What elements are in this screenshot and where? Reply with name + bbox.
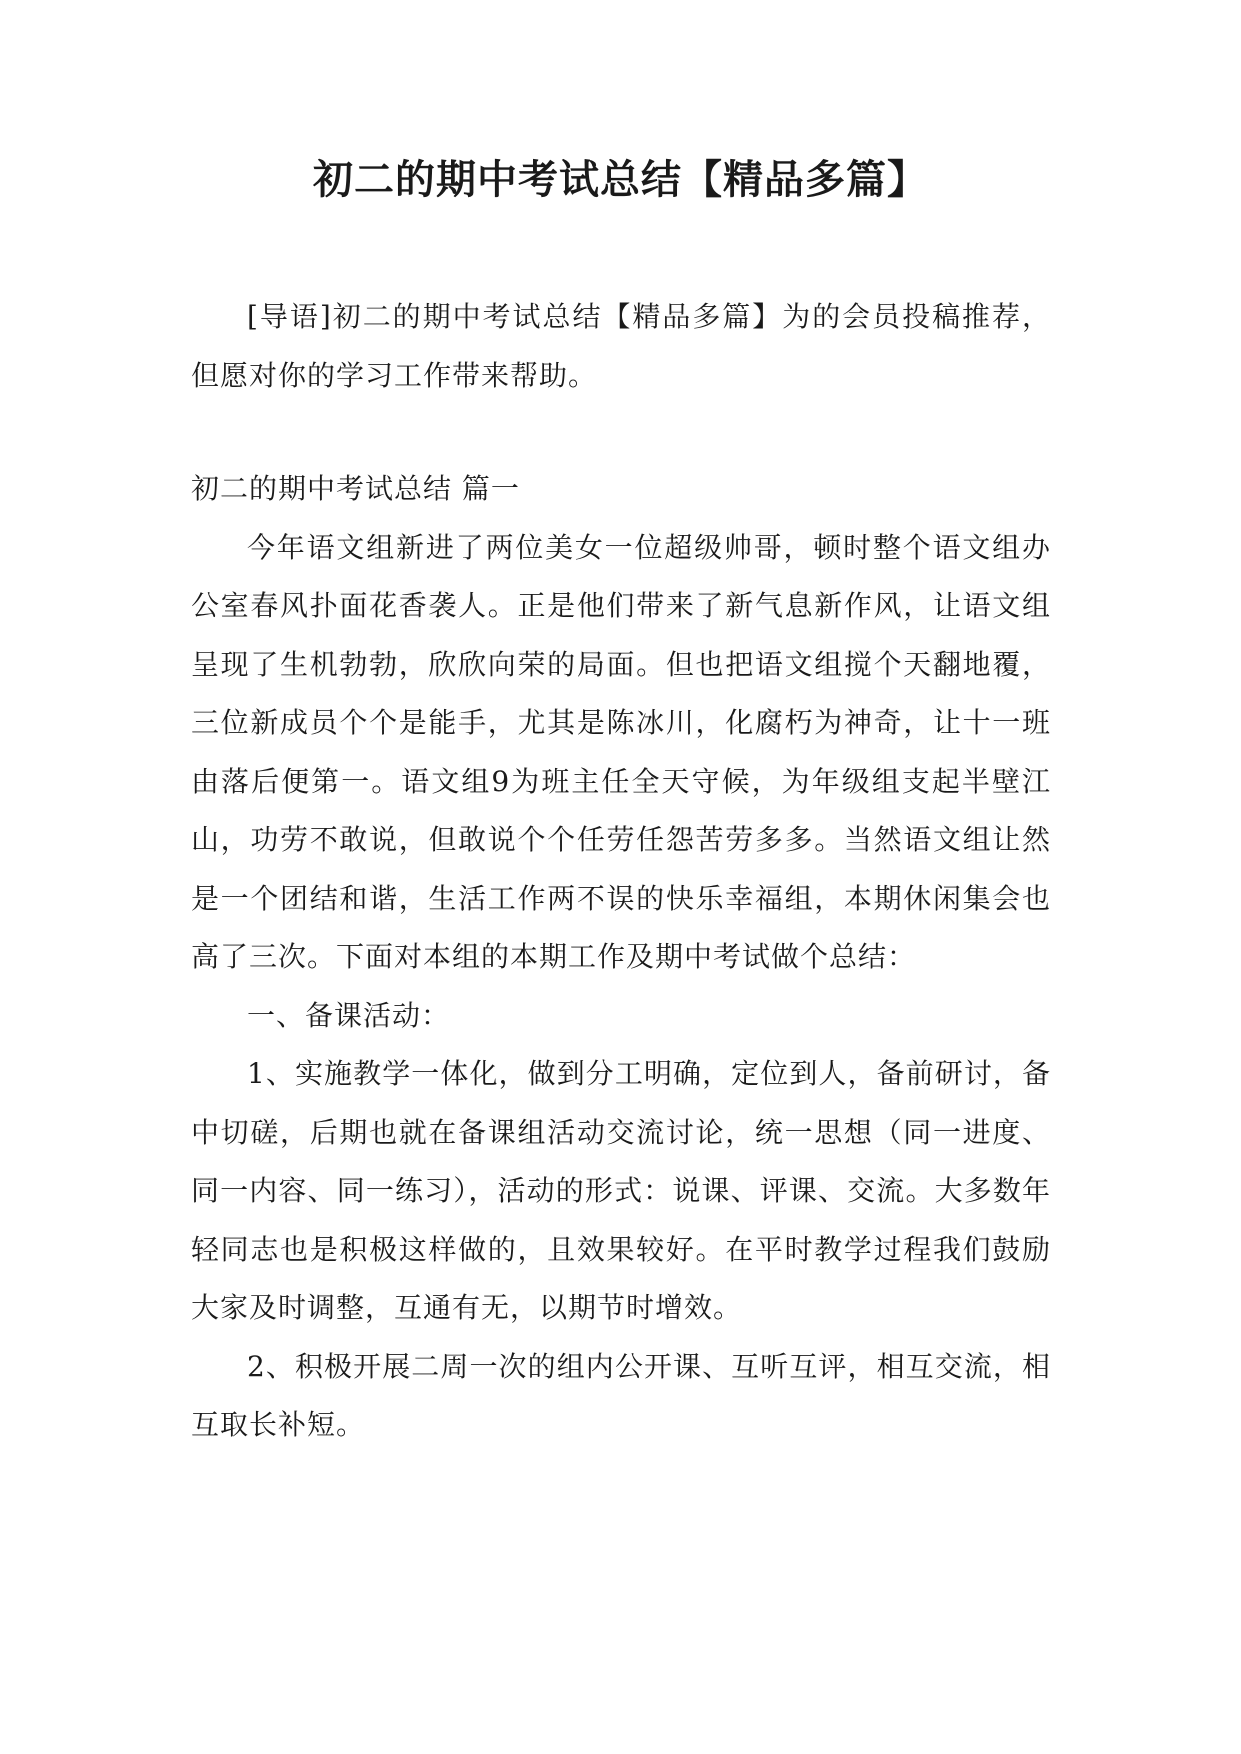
body-paragraph: 一、备课活动： bbox=[247, 998, 451, 1032]
body-paragraph: 今年语文组新进了两位美女一位超级帅哥，顿时整个语文组办公室春风扑面花香袭人。正是他们带来了新气息新作风，让语文组呈现了生机勃勃，欣欣向荣的局面。但也把语文组搅个天翻地覆，三位新成员个个是能手，尤其是陈冰川，化腐朽为神奇，让十一班由落后便第一。语文组9为班主任全天守候，为年级组支起半壁江山，功劳不敢说，但敢说个个任劳任怨苦劳多多。当然语文组让然是一个团结和谐，生活工作两不误的快乐幸福组，本期休闲集会也高了三次。下面对本组的本期工作及期中考试做个总结： bbox=[191, 530, 1051, 973]
section-block bbox=[191, 460, 1051, 1455]
intro-paragraph: [导语]初二的期中考试总结【精品多篇】为的会员投稿推荐，但愿对你的学习工作带来帮助。 bbox=[191, 300, 1051, 392]
intro-block bbox=[191, 288, 1051, 405]
section-heading: 初二的期中考试总结 篇一 bbox=[191, 472, 520, 505]
body-paragraph: 1、实施教学一体化，做到分工明确，定位到人，备前研讨，备中切磋，后期也就在备课组活动交流讨论，统一思想（同一进度、同一内容、同一练习），活动的形式：说课、评课、交流。大多数年轻同志也是积极这样做的，且效果较好。在平时教学过程我们鼓励大家及时调整，互通有无，以期节时增效。 bbox=[191, 1057, 1051, 1324]
document-title: 初二的期中考试总结【精品多篇】 bbox=[313, 157, 928, 203]
body-paragraph: 2、积极开展二周一次的组内公开课、互听互评，相互交流，相互取长补短。 bbox=[191, 1349, 1051, 1441]
